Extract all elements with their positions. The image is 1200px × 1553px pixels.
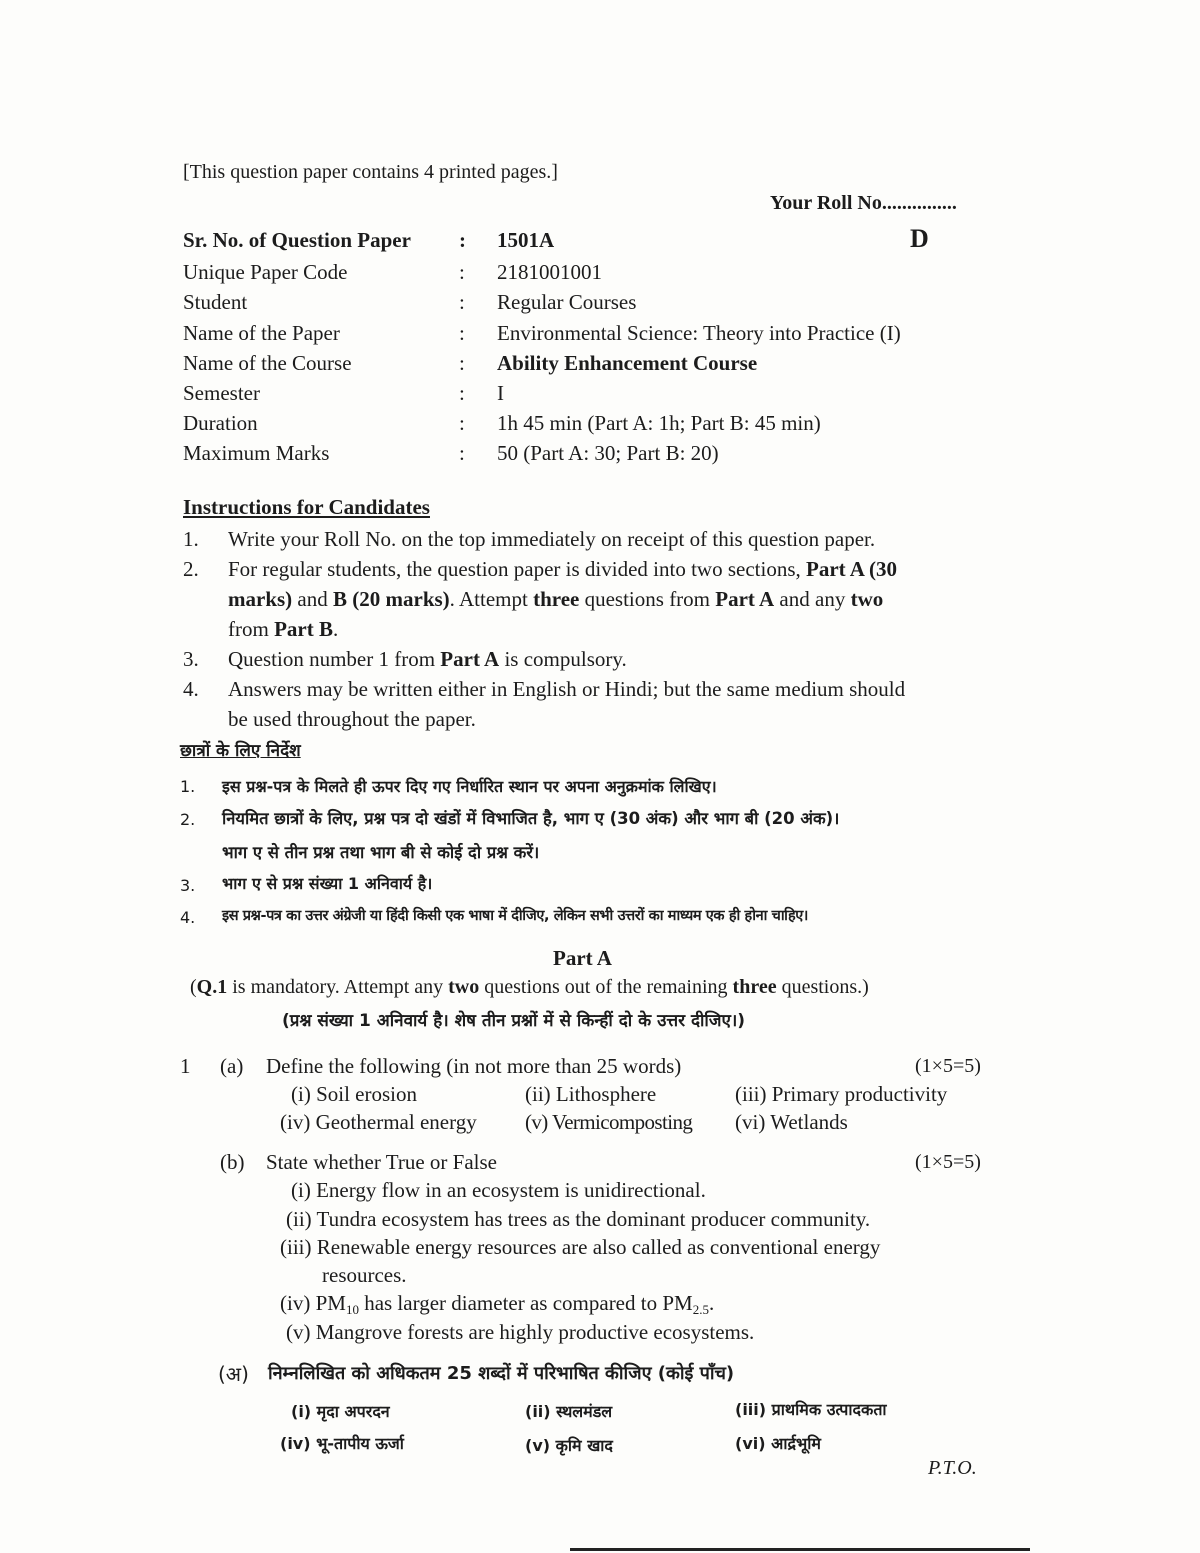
text-run: ( bbox=[190, 976, 197, 998]
part-a-note-hindi: (प्रश्न संख्या 1 अनिवार्य है। शेष तीन प्रश्नों में से किन्हीं दो के उत्तर दीजिए।) bbox=[282, 1011, 746, 1031]
true-false-item: (ii) Tundra ecosystem has trees as the dominant producer community. bbox=[286, 1207, 871, 1231]
hindi-subquestion-label: (अ) bbox=[218, 1362, 249, 1386]
option-item: (ii) Lithosphere bbox=[525, 1082, 657, 1106]
meta-value: 50 (Part A: 30; Part B: 20) bbox=[497, 441, 719, 465]
meta-value: 1501A bbox=[497, 228, 555, 252]
text-run-bold: Part A (30 bbox=[806, 557, 897, 581]
text-run: . bbox=[332, 617, 339, 641]
hindi-option-item: (iv) भू-तापीय ऊर्जा bbox=[280, 1434, 404, 1453]
meta-sep: : bbox=[459, 321, 465, 345]
meta-sep: : bbox=[459, 411, 465, 435]
meta-sep: : bbox=[459, 441, 465, 465]
text-run-bold: marks) bbox=[228, 587, 293, 611]
text-run-bold: Part A bbox=[440, 647, 500, 671]
instruction-text bbox=[228, 647, 627, 672]
instruction-text-cont bbox=[228, 587, 883, 612]
option-item: (i) Soil erosion bbox=[291, 1082, 417, 1106]
part-a-title: Part A bbox=[553, 946, 612, 970]
meta-value: Ability Enhancement Course bbox=[497, 351, 758, 375]
text-run-bold: Part A bbox=[715, 587, 775, 611]
meta-label: Maximum Marks bbox=[183, 441, 330, 465]
instruction-num: 3. bbox=[183, 647, 199, 671]
meta-label: Duration bbox=[183, 411, 258, 435]
meta-row-semester bbox=[183, 381, 1003, 411]
instruction-num: 2. bbox=[183, 557, 199, 581]
meta-value: 2181001001 bbox=[497, 260, 602, 284]
meta-label: Student bbox=[183, 290, 248, 314]
meta-row-course-name bbox=[183, 351, 1003, 381]
option-item: (v) Vermicomposting bbox=[525, 1110, 693, 1134]
meta-label: Semester bbox=[183, 381, 260, 405]
marks: (1×5=5) bbox=[915, 1151, 981, 1173]
pages-notice: [This question paper contains 4 printed pages.] bbox=[183, 161, 558, 183]
subscript: 2.5 bbox=[692, 1302, 709, 1317]
meta-value: Regular Courses bbox=[497, 290, 637, 314]
text-run: is compulsory. bbox=[499, 647, 627, 671]
subscript: 10 bbox=[345, 1302, 359, 1317]
text-run-bold: three bbox=[533, 587, 580, 611]
option-item: (iii) Primary productivity bbox=[735, 1082, 948, 1106]
text-run: . bbox=[708, 1291, 715, 1315]
meta-value: 1h 45 min (Part A: 1h; Part B: 45 min) bbox=[497, 411, 821, 435]
text-run-bold: two bbox=[850, 587, 884, 611]
hindi-option-item: (v) कृमि खाद bbox=[525, 1436, 613, 1455]
instructions-heading: Instructions for Candidates bbox=[183, 495, 430, 519]
text-run: (iv) PM bbox=[280, 1291, 346, 1315]
hindi-instruction-num: 1. bbox=[180, 777, 196, 796]
true-false-item bbox=[280, 1291, 714, 1316]
instruction-text-cont: be used throughout the paper. bbox=[228, 707, 476, 731]
text-run-bold: Q.1 bbox=[196, 976, 228, 998]
hindi-option-item: (iii) प्राथमिक उत्पादकता bbox=[735, 1400, 887, 1419]
true-false-item: (v) Mangrove forests are highly productive ecosystems. bbox=[286, 1320, 755, 1344]
hindi-instruction-num: 2. bbox=[180, 810, 196, 829]
option-item: (vi) Wetlands bbox=[735, 1110, 848, 1134]
meta-value: I bbox=[497, 381, 504, 405]
text-run: For regular students, the question paper is divided into two sections, bbox=[228, 557, 806, 581]
instruction-num: 4. bbox=[183, 677, 199, 701]
true-false-item-cont: resources. bbox=[322, 1263, 407, 1287]
hindi-instruction-text: इस प्रश्न-पत्र के मिलते ही ऊपर दिए गए निर्धारित स्थान पर अपना अनुक्रमांक लिखिए। bbox=[222, 777, 717, 796]
text-run: is mandatory. Attempt any bbox=[227, 976, 449, 998]
hindi-subquestion-text: निम्नलिखित को अधिकतम 25 शब्दों में परिभाषित कीजिए (कोई पाँच) bbox=[268, 1363, 735, 1384]
meta-sep: : bbox=[459, 260, 465, 284]
subquestion-label: (a) bbox=[220, 1054, 244, 1078]
text-run-bold: two bbox=[448, 976, 480, 998]
text-run-bold: B (20 marks) bbox=[333, 587, 450, 611]
hindi-instruction-text-cont: भाग ए से तीन प्रश्न तथा भाग बी से कोई दो प्रश्न करें। bbox=[222, 843, 540, 862]
roll-no-field: Your Roll No............... bbox=[770, 192, 957, 214]
meta-row-max-marks bbox=[183, 441, 1003, 471]
instruction-text-cont bbox=[228, 617, 338, 642]
hindi-instructions-heading: छात्रों के लिए निर्देश bbox=[180, 741, 301, 761]
subquestion-label: (b) bbox=[220, 1150, 245, 1174]
meta-row-paper-name bbox=[183, 321, 1003, 351]
text-run: from bbox=[228, 617, 275, 641]
hindi-instruction-num: 4. bbox=[180, 908, 196, 927]
meta-sep: : bbox=[459, 228, 466, 252]
meta-label: Sr. No. of Question Paper bbox=[183, 228, 411, 252]
meta-value: Environmental Science: Theory into Practice (I) bbox=[497, 321, 901, 345]
subquestion-text: Define the following (in not more than 25 words) bbox=[266, 1054, 682, 1078]
subquestion-text: State whether True or False bbox=[266, 1150, 497, 1174]
text-run: has larger diameter as compared to PM bbox=[358, 1291, 693, 1315]
part-a-note bbox=[190, 976, 869, 999]
hindi-instruction-text: इस प्रश्न-पत्र का उत्तर अंग्रेजी या हिंदी किसी एक भाषा में दीजिए, लेकिन सभी उत्तरों का माध्यम एक ही होना चाहिए। bbox=[222, 908, 808, 924]
hindi-instruction-num: 3. bbox=[180, 876, 196, 895]
pto-label: P.T.O. bbox=[928, 1457, 977, 1479]
meta-sep: : bbox=[459, 290, 465, 314]
instruction-text: Write your Roll No. on the top immediately on receipt of this question paper. bbox=[228, 527, 876, 551]
text-run: and bbox=[292, 587, 333, 611]
text-run: questions out of the remaining bbox=[479, 976, 733, 998]
meta-row-duration bbox=[183, 411, 1003, 441]
meta-sep: : bbox=[459, 381, 465, 405]
question-number: 1 bbox=[180, 1054, 191, 1078]
text-run: questions.) bbox=[776, 976, 869, 998]
meta-sep: : bbox=[459, 351, 465, 375]
hindi-option-item: (vi) आर्द्रभूमि bbox=[735, 1434, 821, 1453]
text-run-bold: Part B bbox=[274, 617, 333, 641]
hindi-option-item: (ii) स्थलमंडल bbox=[525, 1402, 613, 1421]
hindi-instruction-text: भाग ए से प्रश्न संख्या 1 अनिवार्य है। bbox=[222, 874, 433, 893]
instruction-text: Answers may be written either in English or Hindi; but the same medium should bbox=[228, 677, 906, 701]
hindi-option-item: (i) मृदा अपरदन bbox=[291, 1402, 390, 1421]
page-bottom-rule bbox=[570, 1548, 1030, 1551]
text-run: Question number 1 from bbox=[228, 647, 441, 671]
instruction-text bbox=[228, 557, 897, 582]
text-run-bold: three bbox=[732, 976, 777, 998]
hindi-instruction-text: नियमित छात्रों के लिए, प्रश्न पत्र दो खंडों में विभाजित है, भाग ए (30 अंक) और भाग बी (20 अंक)। bbox=[222, 809, 840, 828]
meta-label: Name of the Course bbox=[183, 351, 352, 375]
instruction-num: 1. bbox=[183, 527, 199, 551]
meta-label: Name of the Paper bbox=[183, 321, 340, 345]
meta-row-student bbox=[183, 290, 1003, 320]
meta-row-paper-code bbox=[183, 260, 1003, 290]
text-run: and any bbox=[774, 587, 851, 611]
option-item: (iv) Geothermal energy bbox=[280, 1110, 477, 1134]
text-run: . Attempt bbox=[449, 587, 534, 611]
text-run: questions from bbox=[579, 587, 716, 611]
set-letter: D bbox=[910, 224, 929, 253]
true-false-item: (i) Energy flow in an ecosystem is unidirectional. bbox=[291, 1178, 706, 1202]
marks: (1×5=5) bbox=[915, 1055, 981, 1077]
true-false-item: (iii) Renewable energy resources are also called as conventional energy bbox=[280, 1235, 881, 1259]
meta-label: Unique Paper Code bbox=[183, 260, 348, 284]
meta-row-sr-no bbox=[183, 228, 1003, 258]
